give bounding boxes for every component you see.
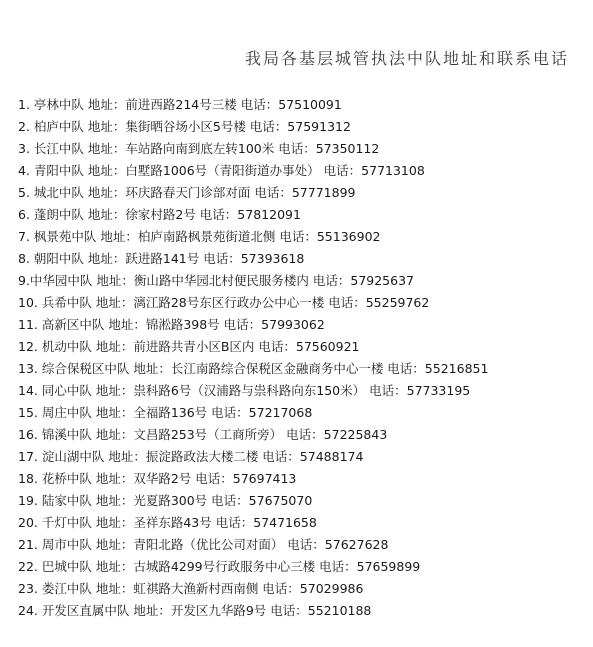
list-item-text: 11. 高新区中队 地址：锦淞路398号 电话：57993062 — [18, 317, 325, 332]
list-item-text: 10. 兵希中队 地址：漓江路28号东区行政办公中心一楼 电话：55259762 — [18, 295, 430, 310]
list-item — [18, 226, 589, 248]
list-item-text: 17. 淀山湖中队 地址：振淀路政法大楼二楼 电话：57488174 — [18, 449, 364, 464]
office-list — [18, 94, 589, 622]
list-item — [18, 336, 589, 358]
list-item — [18, 446, 589, 468]
list-item-text: 12. 机动中队 地址：前进路共青小区B区内 电话：57560921 — [18, 339, 360, 354]
list-item-text: 13. 综合保税区中队 地址：长江南路综合保税区金融商务中心一楼 电话：55216851 — [18, 361, 489, 376]
list-item — [18, 600, 589, 622]
list-item — [18, 490, 589, 512]
list-item — [18, 358, 589, 380]
list-item-text: 9.中华园中队 地址：衡山路中华园北村便民服务楼内 电话：57925637 — [18, 273, 414, 288]
list-item — [18, 116, 589, 138]
list-item — [18, 248, 589, 270]
list-item-text: 4. 青阳中队 地址：白墅路1006号（青阳街道办事处） 电话：57713108 — [18, 163, 425, 178]
list-item — [18, 578, 589, 600]
list-item-text: 21. 周市中队 地址：青阳北路（优比公司对面） 电话：57627628 — [18, 537, 389, 552]
list-item-text: 16. 锦溪中队 地址：文昌路253号（工商所旁） 电话：57225843 — [18, 427, 388, 442]
list-item-text: 7. 枫景苑中队 地址：柏庐南路枫景苑街道北侧 电话：55136902 — [18, 229, 381, 244]
list-item — [18, 380, 589, 402]
list-item-text: 6. 蓬朗中队 地址：徐家村路2号 电话：57812091 — [18, 207, 301, 222]
list-item — [18, 160, 589, 182]
list-item — [18, 314, 589, 336]
list-item-text: 23. 娄江中队 地址：虹祺路大渔新村西南侧 电话：57029986 — [18, 581, 364, 596]
list-item-text: 14. 同心中队 地址：祟科路6号（汉浦路与祟科路向东150米） 电话：57733195 — [18, 383, 471, 398]
list-item-text: 18. 花桥中队 地址：双华路2号 电话：57697413 — [18, 471, 297, 486]
list-item — [18, 292, 589, 314]
list-item-text: 22. 巴城中队 地址：古城路4299号行政服务中心三楼 电话：57659899 — [18, 559, 421, 574]
list-item — [18, 512, 589, 534]
list-item — [18, 138, 589, 160]
list-item — [18, 94, 589, 116]
list-item — [18, 468, 589, 490]
list-item-text: 2. 柏庐中队 地址：集街晒谷场小区5号楼 电话：57591312 — [18, 119, 351, 134]
list-item — [18, 424, 589, 446]
list-item — [18, 270, 589, 292]
list-item-text: 8. 朝阳中队 地址：跃进路141号 电话：57393618 — [18, 251, 305, 266]
list-item-text: 19. 陆家中队 地址：光夏路300号 电话：57675070 — [18, 493, 313, 508]
list-item-text: 3. 长江中队 地址：车站路向南到底左转100米 电话：57350112 — [18, 141, 380, 156]
list-item-text: 20. 千灯中队 地址：圣祥东路43号 电话：57471658 — [18, 515, 317, 530]
list-item — [18, 402, 589, 424]
list-item — [18, 556, 589, 578]
page-title: 我局各基层城管执法中队地址和联系电话 — [244, 49, 569, 68]
list-item — [18, 182, 589, 204]
list-item-text: 24. 开发区直属中队 地址：开发区九华路9号 电话：55210188 — [18, 603, 372, 618]
list-item-text: 15. 周庄中队 地址：全福路136号 电话：57217068 — [18, 405, 313, 420]
list-item-text: 5. 城北中队 地址：环庆路春天门诊部对面 电话：57771899 — [18, 185, 356, 200]
list-item — [18, 534, 589, 556]
list-item — [18, 204, 589, 226]
list-item-text: 1. 亭林中队 地址：前进西路214号三楼 电话：57510091 — [18, 97, 342, 112]
